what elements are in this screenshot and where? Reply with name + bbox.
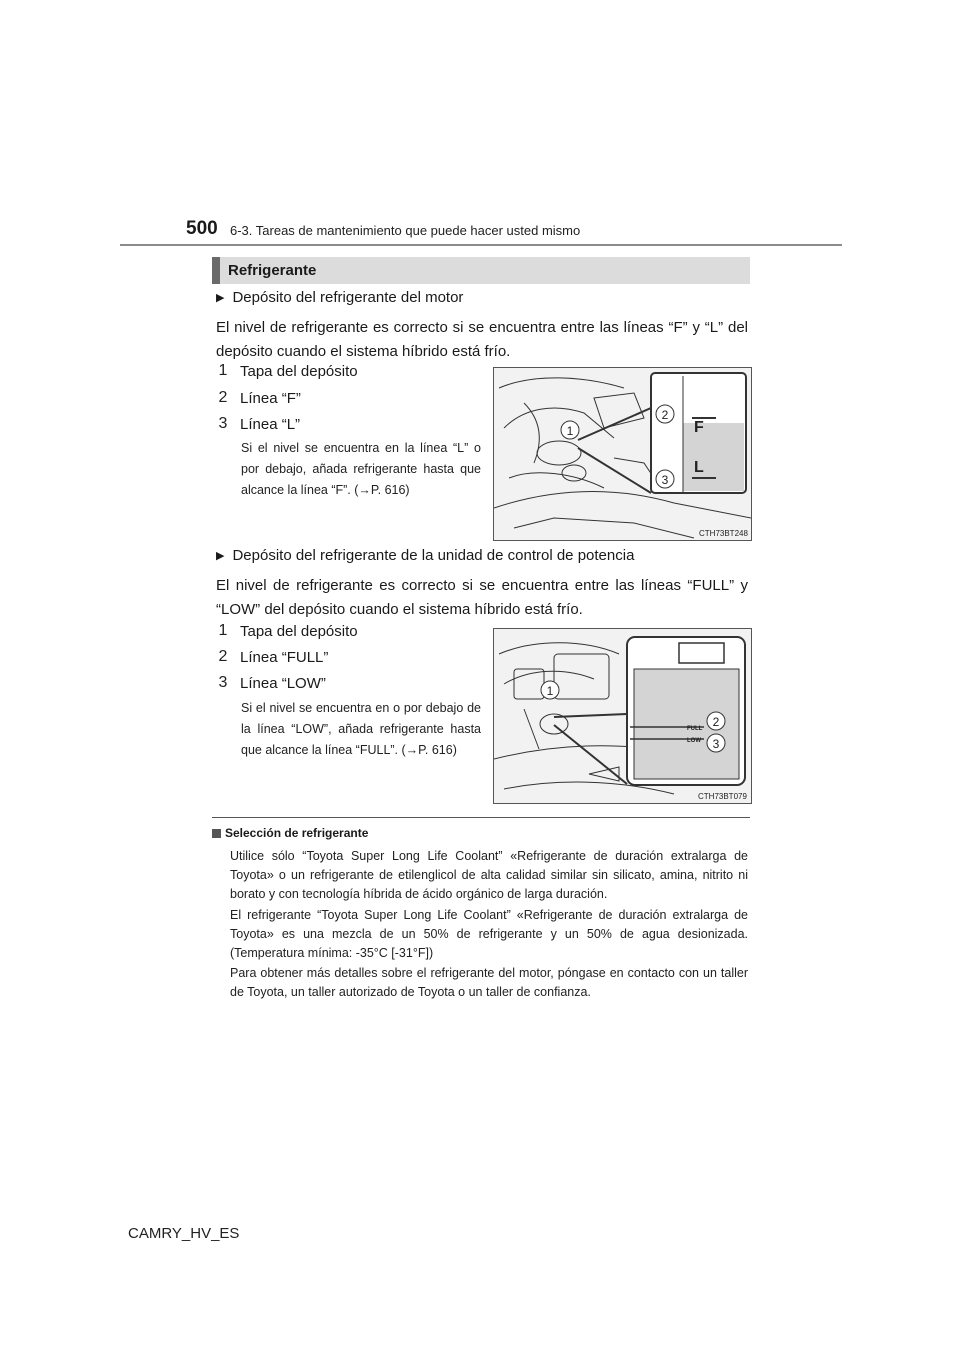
figure-callout-1: 1 [566,424,574,438]
figure-code: CTH73BT248 [699,529,748,538]
engine-reservoir-bullet [216,289,463,306]
subsection-divider [212,817,750,818]
pcu-reservoir-bullet [216,547,634,564]
callout-number: 1 [218,362,228,379]
engine-item-label: Línea “L” [240,415,301,433]
mark-full: FULL [687,726,703,732]
callout-number: 3 [218,674,228,691]
pcu-item-1 [216,622,358,640]
pcu-item-3 [216,674,326,692]
pcu-item-label: Línea “FULL” [240,648,329,666]
engine-item-1 [216,362,358,380]
engine-item-3 [216,415,300,433]
pcu-item-label: Línea “LOW” [240,674,326,692]
engine-reservoir-note: Si el nivel se encuentra en la línea “L” o por debajo, añada refrigerante hasta que alcance la línea “F”. (→P. 616) [241,441,481,497]
engine-reservoir-bullet-text: Depósito del refrigerante del motor [232,289,464,306]
callout-number: 2 [218,389,228,406]
selection-heading-text: Selección de refrigerante [225,826,369,840]
pcu-item-2 [216,648,328,666]
square-bullet-icon [212,829,221,838]
mark-l: L [694,459,704,476]
selection-paragraph-3: Para obtener más detalles sobre el refrigerante del motor, póngase en contacto con un taller de Toyota, un taller autorizado de Toyota o un taller de confianza. [230,966,748,999]
pcu-reservoir-description: El nivel de refrigerante es correcto si se encuentra entre las líneas “FULL” y “LOW” del depósito cuando el sistema híbrido está frío. [216,577,748,618]
footer-model-code: CAMRY_HV_ES [128,1225,240,1242]
triangle-bullet-icon: ▶ [216,292,225,304]
engine-item-label: Línea “F” [240,389,301,407]
figure-callout-3: 3 [661,473,669,487]
triangle-bullet-icon: ▶ [216,550,225,562]
pcu-reservoir-figure [493,628,752,804]
engine-illustration [494,368,751,540]
section-title: 6-3. Tareas de mantenimiento que puede hacer usted mismo [230,223,581,238]
engine-reservoir-description: El nivel de refrigerante es correcto si se encuentra entre las líneas “F” y “L” del depósito cuando el sistema híbrido está frío. [216,319,748,360]
section-heading: Refrigerante [212,257,750,284]
callout-number: 1 [218,622,228,639]
figure-code: CTH73BT079 [698,792,747,801]
header-divider [120,244,842,246]
mark-f: F [694,419,704,436]
pcu-reservoir-note: Si el nivel se encuentra en o por debajo de la línea “LOW”, añada refrigerante hasta que alcance la línea “FULL”. (→P. 616) [241,701,481,757]
figure-callout-2: 2 [661,408,669,422]
selection-paragraph-2: El refrigerante “Toyota Super Long Life Coolant” «Refrigerante de duración extralarga de Toyota» es una mezcla de un 50% de refrigerante y un 50% de agua desionizada. (Temperatura mínima: -35°C [-31°F]) [230,908,748,960]
page-number: 500 [186,218,218,239]
engine-item-2 [216,389,301,407]
pcu-reservoir-bullet-text: Depósito del refrigerante de la unidad de control de potencia [232,547,635,564]
pcu-item-label: Tapa del depósito [240,622,358,640]
figure-callout-3: 3 [712,737,720,751]
figure-callout-2: 2 [712,715,720,729]
callout-number: 3 [218,415,228,432]
pcu-illustration [494,629,751,803]
engine-item-label: Tapa del depósito [240,362,358,380]
selection-heading [212,826,368,840]
selection-paragraph-1: Utilice sólo “Toyota Super Long Life Coolant” «Refrigerante de duración extralarga de Toyota» o un refrigerante de etilenglicol de alta calidad similar sin silicato, amina, nitrito ni borato y con tecnología híbrida de ácido orgánico de larga duración. [230,849,748,901]
figure-callout-1: 1 [546,684,554,698]
mark-low: LOW [687,738,701,744]
callout-number: 2 [218,648,228,665]
engine-reservoir-figure [493,367,752,541]
